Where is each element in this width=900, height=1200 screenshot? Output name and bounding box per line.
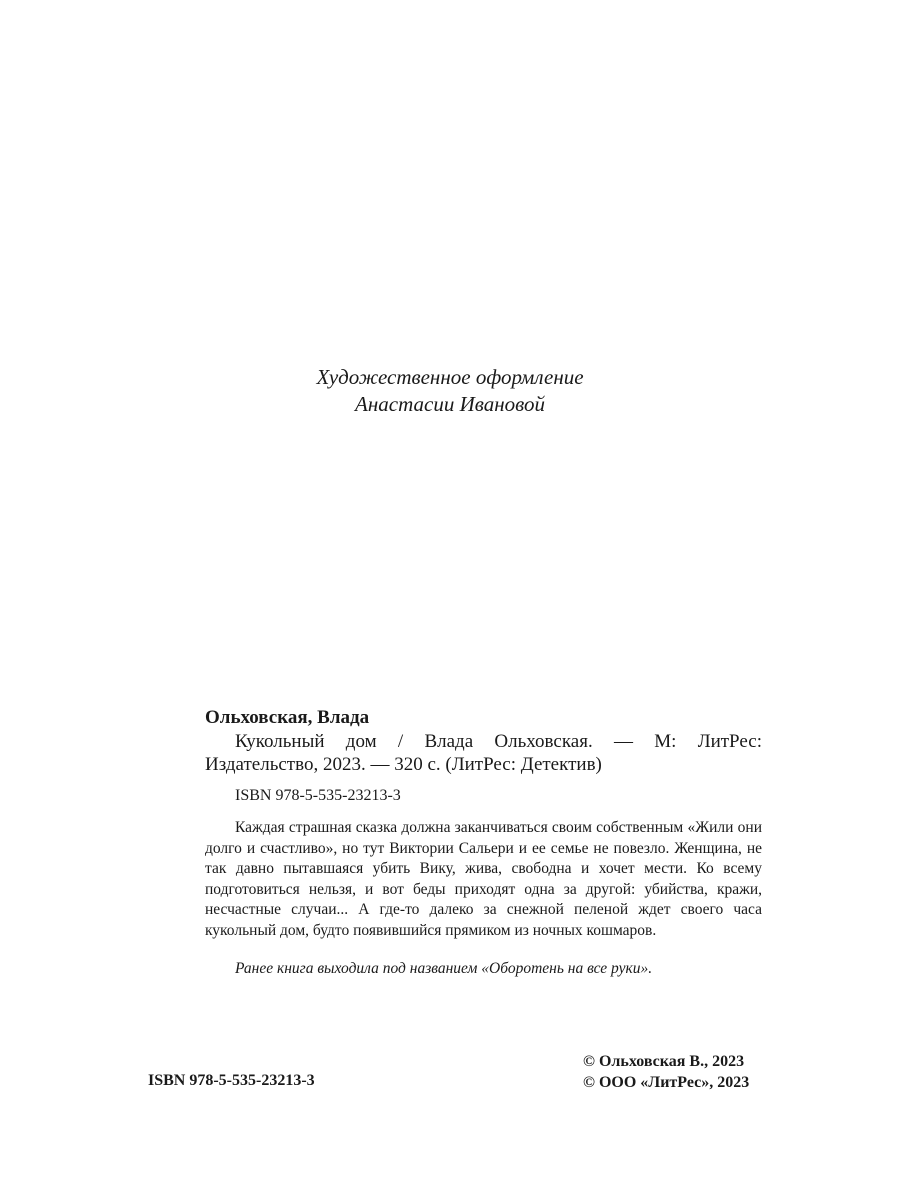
annotation-text: Каждая страшная сказка должна заканчиваться своим собственным «Жили они долго и счастливо», но тут Виктории Сальери и ее семье не повезло. Женщина, не так давно пытавшаяся убить Вику, жива, свободна и хочет мести. Ко всему подготовиться нельзя, и вот беды приходят одна за другой: убийства, кражи, несчастные случаи... А где-то далеко за снежной пеленой ждет своего часа кукольный дом, будто появившийся прямиком из ночных кошмаров. [205, 819, 762, 939]
bibliographic-description: Кукольный дом / Влада Ольховская. — М: ЛитРес: Издательство, 2023. — 320 с. (ЛитРес: Детектив) [205, 731, 762, 775]
credit-line-2: Анастасии Ивановой [355, 392, 545, 416]
author-heading: Ольховская, Влада [205, 707, 370, 728]
copyright-publisher: © ООО «ЛитРес», 2023 [583, 1074, 750, 1091]
art-design-credit [0, 364, 900, 418]
copyright-block [583, 1051, 749, 1093]
previous-title-note: Ранее книга выходила под названием «Оборотень на все руки». [235, 960, 653, 977]
isbn-record: ISBN 978-5-535-23213-3 [235, 787, 401, 804]
credit-line-1: Художественное оформление [316, 365, 584, 389]
bibliographic-record [205, 706, 762, 979]
copyright-author: © Ольховская В., 2023 [583, 1053, 745, 1070]
isbn-footer: ISBN 978-5-535-23213-3 [148, 1072, 315, 1089]
